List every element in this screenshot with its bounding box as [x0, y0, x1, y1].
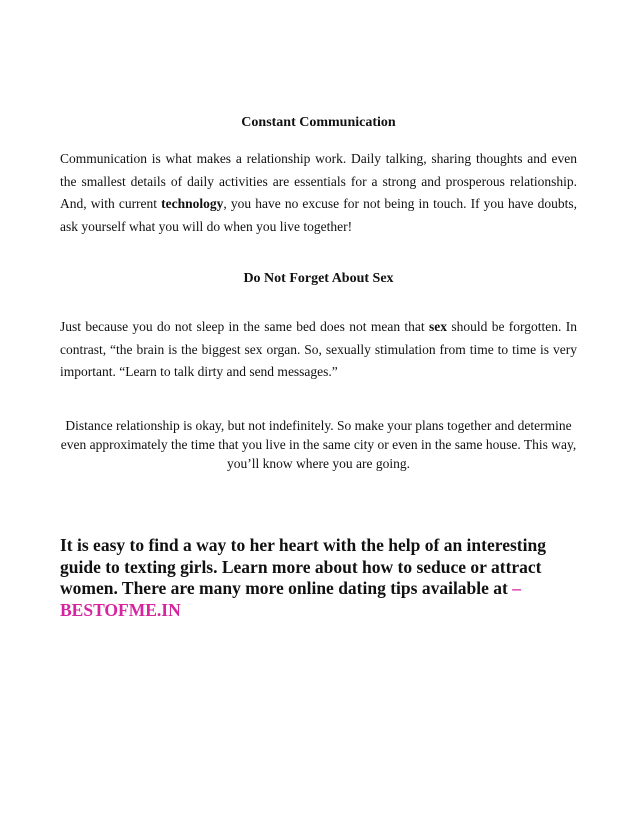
- paragraph-text: , you have no excuse for not being in touch. If you have doubts, ask yourself what you will do when you live together!: [60, 196, 577, 234]
- paragraph-text: Just because you do not sleep in the same bed does not mean that: [60, 319, 430, 334]
- promo-text: [60, 535, 570, 621]
- promo-link[interactable]: BESTOFME.IN: [60, 599, 181, 620]
- section-heading-do-not-forget: Do Not Forget About Sex: [243, 271, 394, 286]
- paragraph-do-not-forget: [60, 316, 577, 384]
- section-heading-constant-communication: Constant Communication: [241, 115, 396, 130]
- bold-keyword-technology: technology: [161, 196, 224, 211]
- promo-dash: –: [512, 578, 521, 598]
- bold-keyword-sex: sex: [429, 319, 448, 334]
- paragraph-text: Communication is what makes a relationship work. Daily talking, sharing thoughts and even the smallest details of daily activities are essentials for a strong and prosperous relationship. And, with current: [60, 151, 577, 211]
- promo-body: It is easy to find a way to her heart with the help of an interesting guide to texting girls. Learn more about how to seduce or attract women. There are many more online dating tips available at: [60, 535, 546, 598]
- paragraph-text: should be forgotten. In contrast, “the brain is the biggest sex organ. So, sexually stimulation from time to time is very important. “Learn to talk dirty and send messages.”: [60, 319, 578, 379]
- paragraph-distance-relationship: Distance relationship is okay, but not indefinitely. So make your plans together and determine even approximately the time that you live in the same city or even in the same house. This way, you’ll know where you are going.: [60, 418, 577, 471]
- paragraph-constant-communication: [60, 148, 577, 238]
